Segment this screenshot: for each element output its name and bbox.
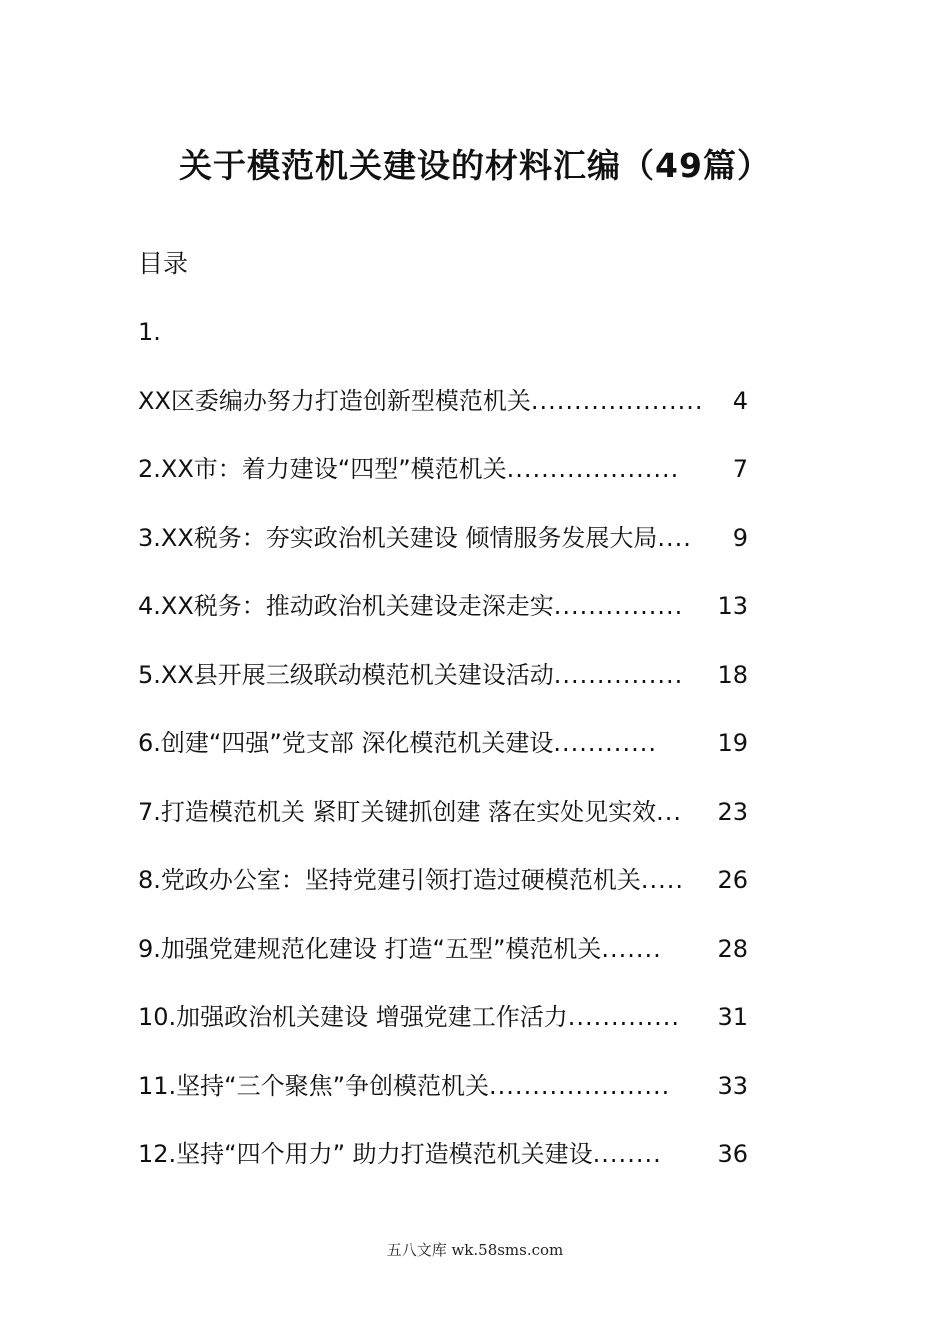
toc-entry[interactable] — [138, 723, 748, 792]
toc-leader-dots: .................... — [530, 386, 704, 415]
toc-leader-dots: ....... — [601, 934, 662, 963]
toc-page-number: 18 — [717, 660, 748, 689]
document-title: 关于模范机关建设的材料汇编（49篇） — [179, 146, 771, 185]
toc-number-line — [138, 312, 748, 381]
toc-heading: 目录 — [138, 249, 189, 278]
toc-entry-title: 5.XX县开展三级联动模范机关建设活动 — [138, 660, 554, 689]
toc-entry[interactable] — [138, 997, 748, 1066]
toc-entry-title: 11.坚持“三个聚焦”争创模范机关 — [138, 1071, 490, 1100]
toc-page-number: 26 — [717, 866, 748, 894]
toc-entry[interactable] — [138, 381, 748, 450]
toc-entry-title: 7.打造模范机关 紧盯关键抓创建 落在实处见实效 — [138, 797, 657, 826]
toc-page-number: 13 — [717, 592, 748, 620]
toc-entry-title: 6.创建“四强”党支部 深化模范机关建设 — [138, 729, 554, 757]
toc-page-number: 28 — [717, 934, 748, 963]
toc-page-number: 9 — [732, 523, 748, 552]
toc-leader-dots: ........ — [592, 1140, 662, 1168]
toc-leader-dots: .................... — [506, 455, 680, 483]
toc-leader-dots: .... — [657, 523, 692, 552]
toc-entry[interactable] — [138, 860, 748, 929]
toc-entry-title: 3.XX税务：夯实政治机关建设 倾情服务发展大局 — [138, 523, 658, 552]
toc-leader-dots: ..................... — [489, 1071, 671, 1100]
toc-entry-title: 12.坚持“四个用力” 助力打造模范机关建设 — [138, 1140, 593, 1168]
toc-page-number: 7 — [732, 455, 748, 483]
toc-page-number: 19 — [717, 729, 748, 757]
toc-page-number: 4 — [732, 386, 748, 415]
toc-page-number: 36 — [717, 1140, 748, 1168]
toc-leader-dots: ............... — [553, 592, 684, 620]
toc-entry[interactable] — [138, 518, 748, 587]
toc-leader-dots: ..... — [640, 866, 685, 894]
toc-page-number: 33 — [717, 1071, 748, 1100]
toc-entry[interactable] — [138, 929, 748, 998]
toc-page-number: 23 — [717, 797, 748, 826]
toc-entry[interactable] — [138, 586, 748, 655]
toc-entry[interactable] — [138, 1066, 748, 1135]
toc-entry-title: 10.加强政治机关建设 增强党建工作活力 — [138, 1003, 568, 1031]
toc-leader-dots: ... — [656, 797, 683, 826]
toc-page-number: 31 — [717, 1003, 748, 1031]
toc-entry[interactable] — [138, 1134, 748, 1203]
toc-leader-dots: ............ — [553, 729, 657, 757]
toc-leader-dots: ............... — [553, 660, 684, 689]
toc-entry-title: 8.党政办公室：坚持党建引领打造过硬模范机关 — [138, 866, 641, 894]
toc-leader-dots: ............. — [567, 1003, 680, 1031]
toc-entry[interactable] — [138, 449, 748, 518]
toc-number-text: 1. — [138, 318, 161, 346]
footer-watermark-text: 五八文库 wk.58sms.com — [386, 1241, 564, 1259]
toc-entry-title: 2.XX市：着力建设“四型”模范机关 — [138, 455, 507, 483]
table-of-contents — [138, 312, 748, 1203]
toc-entry[interactable] — [138, 792, 748, 861]
toc-entry-title: XX区委编办努力打造创新型模范机关 — [138, 386, 531, 415]
toc-entry-title: 9.加强党建规范化建设 打造“五型”模范机关 — [138, 934, 602, 963]
toc-entry-title: 4.XX税务：推动政治机关建设走深走实 — [138, 592, 554, 620]
toc-entry[interactable] — [138, 655, 748, 724]
